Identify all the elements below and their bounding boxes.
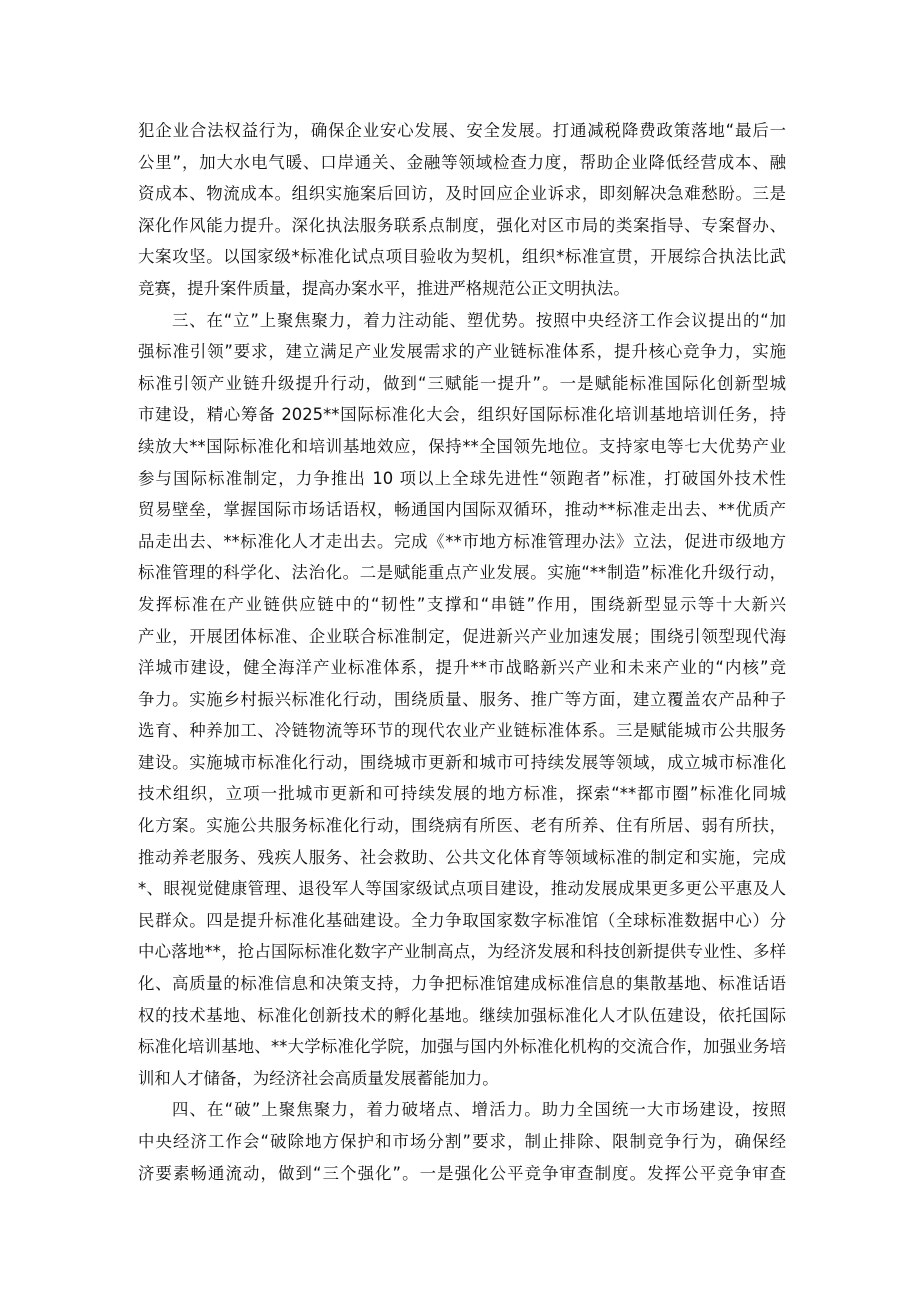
text-line: 公里”，加大水电气暖、口岸通关、金融等领域检查力度，帮助企业降低经营成本、融 [138, 152, 786, 172]
text-line: 品走出去、**标准化人才走出去。完成《**市地方标准管理办法》立法，促进市级地方 [138, 531, 786, 551]
text-line: 化方案。实施公共服务标准化行动，围绕病有所医、老有所养、住有所居、弱有所扶， [138, 816, 786, 836]
text-line: 化、高质量的标准信息和决策支持，力争把标准馆建成标准信息的集散基地、标准话语 [138, 974, 786, 994]
document-body-text [138, 115, 786, 1189]
text-line: 深化作风能力提升。深化执法服务联系点制度，强化对区市局的类案指导、专案督办、 [138, 215, 786, 235]
text-line: 权的技术基地、标准化创新技术的孵化基地。继续加强标准化人才队伍建设，依托国际 [138, 1005, 786, 1025]
text-line: 续放大**国际标准化和培训基地效应，保持**全国领先地位。支持家电等七大优势产业 [138, 436, 786, 456]
text-line: 推动养老服务、残疾人服务、社会救助、公共文化体育等领域标准的制定和实施，完成 [138, 847, 786, 867]
text-line: 发挥标准在产业链供应链中的“韧性”支撑和“串链”作用，围绕新型显示等十大新兴 [138, 594, 786, 614]
text-line: 争力。实施乡村振兴标准化行动，围绕质量、服务、推广等方面，建立覆盖农产品种子 [138, 689, 786, 709]
text-line: 技术组织，立项一批城市更新和可持续发展的地方标准，探索“**都市圈”标准化同城 [138, 784, 786, 804]
text-line: 济要素畅通流动，做到“三个强化”。一是强化公平竞争审查制度。发挥公平竞争审查 [138, 1163, 786, 1183]
text-line: 民群众。四是提升标准化基础建设。全力争取国家数字标准馆（全球标准数据中心）分 [138, 910, 786, 930]
text-line: 选育、种养加工、冷链物流等环节的现代农业产业链标准体系。三是赋能城市公共服务 [138, 721, 786, 741]
text-line: 标准引领产业链升级提升行动，做到“三赋能一提升”。一是赋能标准国际化创新型城 [138, 373, 786, 393]
text-line: 训和人才储备，为经济社会高质量发展蓄能加力。 [138, 1068, 499, 1088]
paragraph-first-line: 三、在“立”上聚焦聚力，着力注动能、塑优势。按照中央经济工作会议提出的“加 [172, 310, 786, 330]
text-line: 产业，开展团体标准、企业联合标准制定，促进新兴产业加速发展；围绕引领型现代海 [138, 626, 786, 646]
text-line: 竞赛，提升案件质量，提高办案水平，推进严格规范公正文明执法。 [138, 278, 630, 298]
text-line: 犯企业合法权益行为，确保企业安心发展、安全发展。打通减税降费政策落地“最后一 [138, 121, 786, 140]
text-line: 市建设，精心筹备 2025**国际标准化大会，组织好国际标准化培训基地培训任务，持 [138, 405, 786, 425]
text-line: *、眼视觉健康管理、退役军人等国家级试点项目建设，推动发展成果更多更公平惠及人 [138, 879, 786, 899]
text-line: 建设。实施城市标准化行动，围绕城市更新和城市可持续发展等领域，成立城市标准化 [138, 752, 786, 772]
text-line: 标准化培训基地、**大学标准化学院，加强与国内外标准化机构的交流合作，加强业务培 [138, 1037, 786, 1057]
text-line: 贸易壁垒，掌握国际市场话语权，畅通国内国际双循环，推动**标准走出去、**优质产 [138, 500, 786, 520]
text-line: 洋城市建设，健全海洋产业标准体系，提升**市战略新兴产业和未来产业的“内核”竞 [138, 658, 786, 678]
text-line: 中央经济工作会“破除地方保护和市场分割”要求，制止排除、限制竞争行为，确保经 [138, 1132, 786, 1151]
text-line: 大案攻坚。以国家级*标准化试点项目验收为契机，组织*标准宣贯，开展综合执法比武 [138, 247, 786, 267]
text-line: 强标准引领”要求，建立满足产业发展需求的产业链标准体系，提升核心竞争力，实施 [138, 342, 786, 362]
text-line: 资成本、物流成本。组织实施案后回访，及时回应企业诉求，即刻解决急难愁盼。三是 [138, 184, 786, 204]
text-line: 标准管理的科学化、法治化。二是赋能重点产业发展。实施“**制造”标准化升级行动， [138, 563, 786, 583]
text-line: 中心落地**，抢占国际标准化数字产业制高点，为经济发展和科技创新提供专业性、多样 [138, 942, 786, 962]
text-line: 参与国际标准制定，力争推出 10 项以上全球先进性“领跑者”标准，打破国外技术性 [138, 468, 786, 488]
paragraph-first-line: 四、在“破”上聚焦聚力，着力破堵点、增活力。助力全国统一大市场建设，按照 [172, 1100, 786, 1120]
